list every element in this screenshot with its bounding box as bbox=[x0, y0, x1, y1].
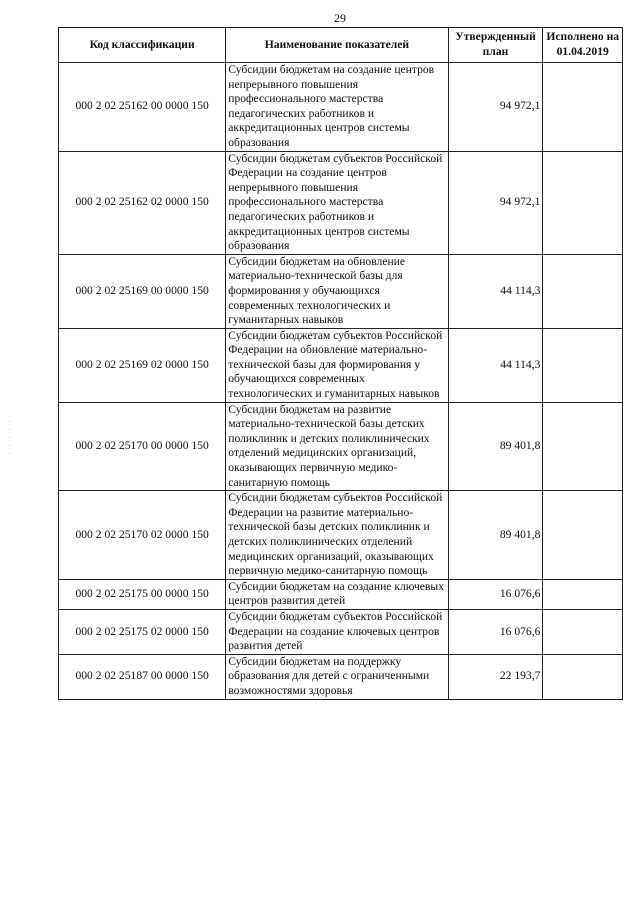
cell-done bbox=[543, 609, 623, 654]
cell-done bbox=[543, 654, 623, 699]
cell-done bbox=[543, 402, 623, 491]
table-row bbox=[59, 579, 623, 609]
table-row bbox=[59, 609, 623, 654]
header-done: Исполнено на 01.04.2019 bbox=[543, 28, 623, 63]
cell-name: Субсидии бюджетам на поддержку образования для детей с ограниченными возможностями здоровья bbox=[226, 654, 448, 699]
cell-name: Субсидии бюджетам на создание ключевых центров развития детей bbox=[226, 579, 448, 609]
cell-code: 000 2 02 25175 02 0000 150 bbox=[59, 609, 226, 654]
cell-plan: 16 076,6 bbox=[448, 609, 543, 654]
header-name: Наименование показателей bbox=[226, 28, 448, 63]
cell-code: 000 2 02 25170 02 0000 150 bbox=[59, 491, 226, 580]
cell-name: Субсидии бюджетам субъектов Российской Федерации на обновление материально-технической базы для формирования у обучающихся современных технологических и гуманитарных навыков bbox=[226, 328, 448, 402]
cell-plan: 94 972,1 bbox=[448, 63, 543, 152]
cell-plan: 89 401,8 bbox=[448, 402, 543, 491]
cell-name: Субсидии бюджетам на развитие материально-технической базы детских поликлиник и детских поликлинических отделений медицинских организаций, оказывающих первичную медико-санитарную помощь bbox=[226, 402, 448, 491]
table-row bbox=[59, 654, 623, 699]
cell-done bbox=[543, 491, 623, 580]
table-row bbox=[59, 254, 623, 328]
table-header-row bbox=[59, 28, 623, 63]
cell-done bbox=[543, 151, 623, 254]
table-body bbox=[59, 63, 623, 700]
budget-table bbox=[58, 27, 623, 700]
cell-plan: 94 972,1 bbox=[448, 151, 543, 254]
cell-code: 000 2 02 25162 00 0000 150 bbox=[59, 63, 226, 152]
cell-code: 000 2 02 25169 02 0000 150 bbox=[59, 328, 226, 402]
header-plan: Утвержденный план bbox=[448, 28, 543, 63]
cell-code: 000 2 02 25187 00 0000 150 bbox=[59, 654, 226, 699]
cell-code: 000 2 02 25170 00 0000 150 bbox=[59, 402, 226, 491]
cell-code: 000 2 02 25162 02 0000 150 bbox=[59, 151, 226, 254]
cell-code: 000 2 02 25175 00 0000 150 bbox=[59, 579, 226, 609]
cell-plan: 89 401,8 bbox=[448, 491, 543, 580]
cell-plan: 44 114,3 bbox=[448, 254, 543, 328]
page-number: 29 bbox=[334, 11, 346, 25]
table-row bbox=[59, 63, 623, 152]
margin-scan-marks: · · · · · bbox=[8, 418, 11, 458]
cell-name: Субсидии бюджетам субъектов Российской Федерации на развитие материально-технической базы детских поликлиник и детских поликлинических отделений медицинских организаций, оказывающих первичную медико-санитарную помощь bbox=[226, 491, 448, 580]
table-row bbox=[59, 491, 623, 580]
table-row bbox=[59, 151, 623, 254]
cell-name: Субсидии бюджетам на обновление материально-технической базы для формирования у обучающихся современных технологических и гуманитарных навыков bbox=[226, 254, 448, 328]
cell-name: Субсидии бюджетам на создание центров непрерывного повышения профессионального мастерства педагогических работников и аккредитационных центров системы образования bbox=[226, 63, 448, 152]
cell-name: Субсидии бюджетам субъектов Российской Федерации на создание центров непрерывного повышения профессионального мастерства педагогических работников и аккредитационных центров системы образования bbox=[226, 151, 448, 254]
cell-plan: 22 193,7 bbox=[448, 654, 543, 699]
cell-plan: 16 076,6 bbox=[448, 579, 543, 609]
cell-plan: 44 114,3 bbox=[448, 328, 543, 402]
table-row bbox=[59, 328, 623, 402]
header-code: Код классификации bbox=[59, 28, 226, 63]
cell-done bbox=[543, 63, 623, 152]
cell-name: Субсидии бюджетам субъектов Российской Федерации на создание ключевых центров развития детей bbox=[226, 609, 448, 654]
table-row bbox=[59, 402, 623, 491]
cell-done bbox=[543, 328, 623, 402]
cell-code: 000 2 02 25169 00 0000 150 bbox=[59, 254, 226, 328]
cell-done bbox=[543, 254, 623, 328]
cell-done bbox=[543, 579, 623, 609]
